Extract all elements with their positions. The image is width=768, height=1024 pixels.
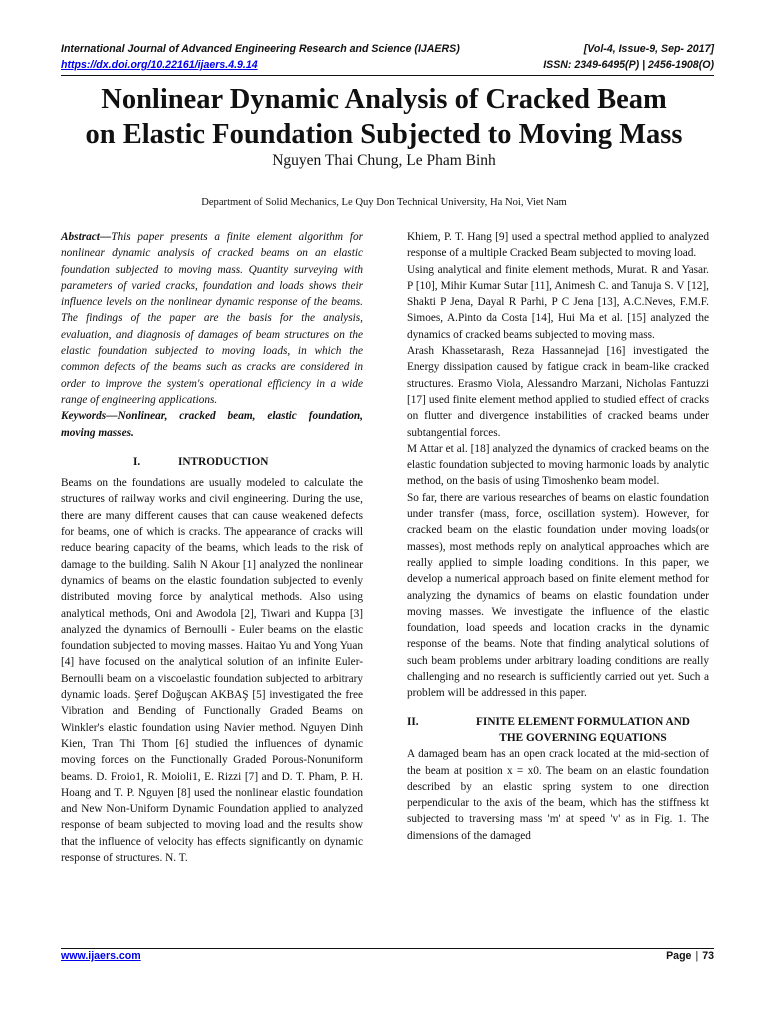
paper-title — [30, 82, 738, 152]
journal-name: International Journal of Advanced Engineering Research and Science (IJAERS) — [61, 43, 460, 55]
intro-paragraph: Beams on the foundations are usually modeled to calculate the structures of railway works and civil engineering. During the use, there are many different causes that can cause weakened defects for beams, one of which is cracks. The appearance of cracks will reduce bearing capacity of the beams, which leads to the risk of damage to the building. Salih N Akour [1] analyzed the nonlinear dynamics of beams on the elastic foundation subjected to evenly distributed moving force by analytical methods. Also using analytical methods, Oni and Awodola [2], Tiwari and Kuppa [3] analyzed the dynamics of Bernoulli - Euler beams on the elastic foundation subjected to moving masses. Haitao Yu and Yong Yuan [4] have focused on the analytical solution of an infinite Euler-Bernoulli beam on a viscoelastic foundation subjected to arbitrary dynamic loads. Şeref Doğuşcan AKBAŞ [5] investigated the free Vibration and Bending of Functionally Graded Beams on Winkler's elastic foundation using Navier method. Nguyen Dinh Kien, Tran Thi Thom [6] studied the influences of dynamic moving forces on the Functionally Graded Porous-Nonuniform beams. D. Froio1, R. Moioli1, E. Rizzi [7] and D. T. Pham, P. H. Hoang and T. P. Nguyen [8] used the nonlinear elastic foundation and New Non-Uniform Dynamic Foundation applied to analyzed response of beam subjected to moving load and the results show that the influence of velocity has effects significantly on dynamic response of structures. N. T. — [61, 477, 363, 864]
section-number: I. — [133, 455, 141, 468]
fem-paragraph: A damaged beam has an open crack located at the mid-section of the beam at position x = x0. The beam on an elastic foundation described by an elastic spring system to one direction perpendicular to the axis of the beam, which has the stiffness kt subjected to traversing mass 'm' at speed 'v' as in Fig. 1. The dimensions of the damaged — [407, 748, 709, 842]
volume-issue: [Vol-4, Issue-9, Sep- 2017] — [583, 43, 714, 55]
website-link[interactable]: www.ijaers.com — [61, 950, 141, 962]
page-separator: | — [695, 950, 699, 962]
intro-paragraph: M Attar et al. [18] analyzed the dynamics of cracked beams on the elastic foundation subjected to moving harmonic loads by analytic method, on the basis of using Timoshenko beam model. — [407, 442, 709, 488]
intro-paragraph: Arash Khassetarash, Reza Hassannejad [16] investigated the Energy dissipation caused by fatigue crack in beam-like cracked structures. Erasmo Viola, Alessandro Marzani, Nicholas Fantuzzi [17] used finite element method applied to studied effect of cracks on flutter and divergence instabilities of cracked beams under subtangential forces. — [407, 345, 709, 439]
section-title: INTRODUCTION — [178, 455, 269, 468]
right-column — [407, 229, 709, 844]
journal-header — [61, 43, 714, 57]
left-column — [61, 229, 363, 866]
affiliation: Department of Solid Mechanics, Le Quy Don Technical University, Ha Noi, Viet Nam — [201, 197, 567, 208]
title-line-2: on Elastic Foundation Subjected to Moving Mass — [85, 119, 683, 150]
issn: ISSN: 2349-6495(P) | 2456-1908(O) — [543, 59, 714, 71]
title-line-1: Nonlinear Dynamic Analysis of Cracked Beam — [101, 84, 667, 115]
section-title — [457, 714, 709, 747]
section-heading-introduction — [61, 454, 363, 470]
section-number: II. — [407, 715, 419, 728]
section-title-line-1: FINITE ELEMENT FORMULATION AND — [476, 715, 690, 728]
abstract-heading: Abstract— — [61, 231, 112, 243]
doi-link[interactable]: https://dx.doi.org/10.22161/ijaers.4.9.14 — [61, 59, 258, 71]
abstract — [61, 229, 363, 408]
page-label: Page — [666, 950, 692, 962]
intro-paragraph: Using analytical and finite element methods, Murat. R and Yasar. P [10], Mihir Kumar Sutar [11], Animesh C. and Tanuja S. V [12], Shakti P Jena, Dayal R Parhi, P C Jena [13], A.C.Neves, F.M.F. Simoes, A.Pinto da Costa [14], Hui Ma et al. [15] analyzed the dynamics of cracked beams subjected to moving mass. — [407, 263, 709, 341]
authors: Nguyen Thai Chung, Le Pham Binh — [272, 152, 496, 169]
page-number-value: 73 — [702, 950, 714, 962]
page-number — [666, 950, 714, 962]
footer-divider — [61, 948, 714, 949]
section-heading-fem — [407, 714, 709, 747]
keywords: Keywords—Nonlinear, cracked beam, elastic foundation, moving masses. — [61, 410, 363, 439]
abstract-text: This paper presents a finite element algorithm for nonlinear dynamic analysis of cracked beams on an elastic foundation subjected to moving mass. Quantity surveying with parameters of varied cracks, foundation and loads shows their influence levels on the nonlinear dynamic response of the beams. The findings of the paper are the basis for the analysis, evaluation, and diagnosis of damages of beam structures on the elastic foundation subjected to moving loads, in which the common defects of the beams such as cracks are considered in order to improve the system's operational efficiency in a wide range of engineering applications. — [61, 231, 363, 406]
header-divider — [61, 75, 714, 76]
section-title-line-2: THE GOVERNING EQUATIONS — [499, 731, 667, 744]
intro-paragraph-cont: Khiem, P. T. Hang [9] used a spectral method applied to analyzed response of a multiple Cracked Beam subjected to moving load. — [407, 231, 709, 260]
intro-paragraph: So far, there are various researches of beams on elastic foundation under transfer (mass, force, oscillation system). However, for cracked beam on the elastic foundation under moving loads(or masses), most methods reply on analytical approaches which are really applied to simple loading conditions. In this paper, we develop a numerical approach based on finite element method for analyzing the dynamics of beams on elastic foundation under moving masses. We investigate the influence of the elastic foundation, load speeds and location cracks in the dynamic response of the beams. Note that finding analytical solutions of such beam problems under arbitrary loading conditions are really challenging and no research is sufficiently carried out yet. Such a problem will be addressed in this paper. — [407, 491, 709, 700]
journal-subheader — [61, 59, 714, 73]
